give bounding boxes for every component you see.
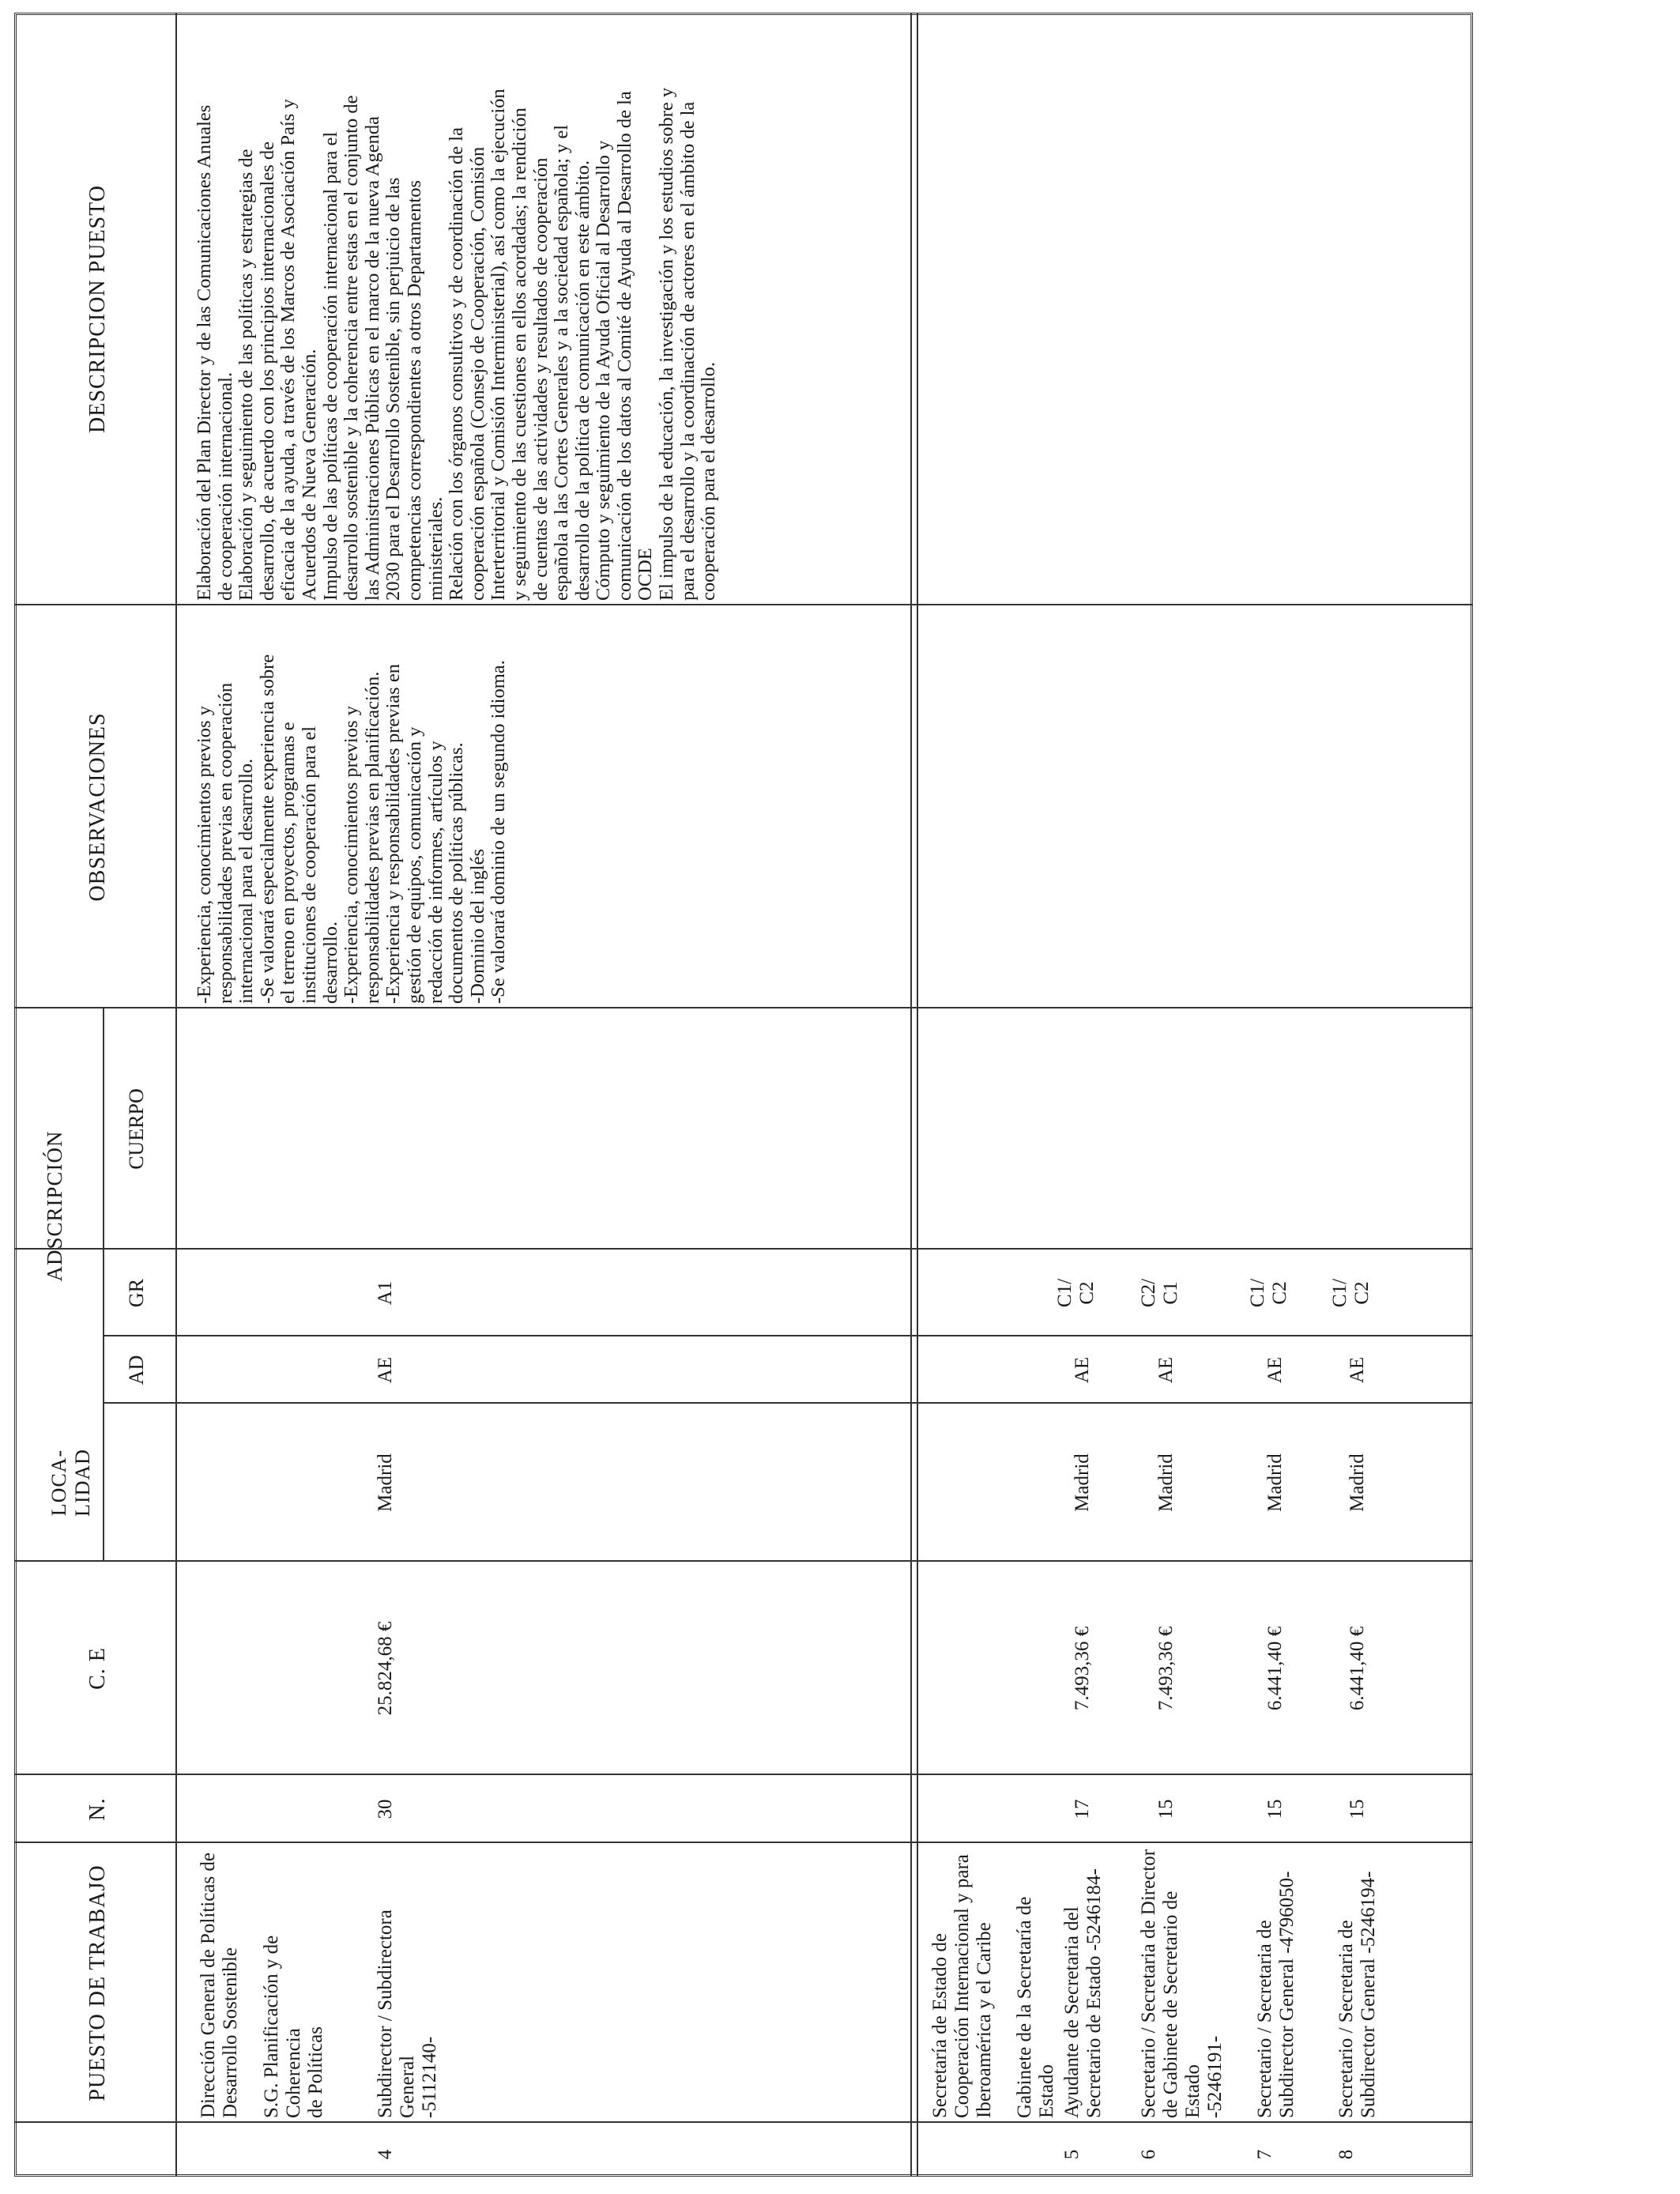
header-ad: AD xyxy=(125,1355,148,1385)
col-line-n xyxy=(14,1842,1473,1843)
col-line-obs xyxy=(14,1007,1473,1008)
row-nivel: 30 xyxy=(375,1799,396,1819)
row-descripcion: Elaboración del Plan Director y de las Comunicaciones Anuales de cooperación internacional. Elaboración y seguimiento de las políticas y estrategias de desarrollo, de acuerdo con los principios internacionales de eficacia de la ayuda, a través de los Marcos de Asociación País y Acuerdos de Nueva Generación. Impulso de las políticas de cooperación internacional para el desarrollo sostenible y la coherencia entre estas en el conjunto de las Administraciones Públicas en el marco de la nueva Agenda 2030 para el Desarrollo Sostenible, sin perjuicio de las competencias correspondientes a otros Departamentos ministeriales. Relación con los órganos consultivos y de coordinación de la cooperación española (Consejo de Cooperación, Comisión Interterritorial y Comisión Interministerial), así como la ejecución y seguimiento de las cuestiones en ellos acordadas; la rendición de cuentas de las actividades y resultados de cooperación española a las Cortes Generales y a la sociedad española; y el desarrollo de la política de comunicación en este ámbito. Cómputo y seguimiento de la Ayuda Oficial al Desarrollo y comunicación de los datos al Comité de Ayuda al Desarrollo de la OCDE El impulso de la educación, la investigación y los estudios sobre y para el desarrollo y la coordinación de actores en el ámbito de la cooperación para el desarrollo. xyxy=(194,87,720,601)
header-cuerpo: CUERPO xyxy=(125,1088,148,1170)
row-number: 8 xyxy=(1335,2149,1357,2160)
row-gr: C1/ C2 xyxy=(1054,1278,1098,1308)
row-gr: C2/ C1 xyxy=(1138,1278,1181,1308)
col-line-ce xyxy=(14,1774,1473,1775)
header-bottom-rule xyxy=(175,13,177,2177)
row-ad: AE xyxy=(1347,1356,1368,1384)
row-ce: 7.493,36 € xyxy=(1155,1626,1177,1711)
header-adscripcion: ADSCRIPCIÓN xyxy=(43,1130,66,1282)
row-gr: A1 xyxy=(375,1280,396,1306)
row-localidad: Madrid xyxy=(1264,1453,1286,1512)
row-puesto: Subdirector / Subdirectora General -5112140- xyxy=(375,1909,440,2118)
col-line-loc xyxy=(14,1560,1473,1562)
row-number: 7 xyxy=(1254,2149,1275,2160)
col-line-num xyxy=(14,2121,1473,2123)
header-descripcion: DESCRIPCION PUESTO xyxy=(85,185,110,433)
row-ce: 6.441,40 € xyxy=(1264,1626,1286,1711)
unit-direccion-general: Dirección General de Políticas de Desarrollo Sostenible xyxy=(198,1853,241,2118)
adscripcion-subheader-rule xyxy=(103,1008,104,1562)
row-localidad: Madrid xyxy=(1155,1453,1177,1512)
unit-subdireccion: S.G. Planificación y de Coherencia de Políticas xyxy=(261,1935,326,2118)
row-puesto: Ayudante de Secretaria del Secretario de Estado -5246184- xyxy=(1061,1868,1105,2118)
row-nivel: 17 xyxy=(1072,1799,1093,1819)
row-ce: 6.441,40 € xyxy=(1347,1626,1368,1711)
row-number: 5 xyxy=(1061,2149,1083,2160)
row-nivel: 15 xyxy=(1264,1799,1286,1819)
row-localidad: Madrid xyxy=(1072,1453,1093,1512)
row-gr: C1/ C2 xyxy=(1329,1278,1373,1308)
row-ce: 25.824,68 € xyxy=(375,1621,396,1716)
row-puesto: Secretario / Secretaria de Subdirector General -5246194- xyxy=(1335,1871,1379,2118)
row-number: 4 xyxy=(375,2149,396,2160)
row-localidad: Madrid xyxy=(1347,1453,1368,1512)
unit-secretaria-estado: Secretaría de Estado de Cooperación Internacional y para Iberoamérica y el Caribe xyxy=(929,1854,995,2118)
header-localidad: LOCA- LIDAD xyxy=(47,1449,94,1517)
row-ce: 7.493,36 € xyxy=(1072,1626,1093,1711)
header-ce: C. E xyxy=(85,1647,110,1690)
col-line-desc xyxy=(14,604,1473,605)
row-nivel: 15 xyxy=(1347,1799,1368,1819)
header-observaciones: OBSERVACIONES xyxy=(85,712,110,902)
row-ad: AE xyxy=(375,1356,396,1384)
row-ad: AE xyxy=(1072,1356,1093,1384)
header-gr: GR xyxy=(125,1278,148,1308)
unit-gabinete: Gabinete de la Secretaría de Estado xyxy=(1014,1896,1057,2118)
section-divider xyxy=(910,13,912,2177)
header-nivel: N. xyxy=(85,1797,110,1821)
row-ad: AE xyxy=(1264,1356,1286,1384)
row-number: 6 xyxy=(1138,2149,1159,2160)
row-ad: AE xyxy=(1155,1356,1177,1384)
row-puesto: Secretario / Secretaria de Subdirector General -4796050- xyxy=(1254,1871,1298,2118)
row-localidad: Madrid xyxy=(375,1453,396,1512)
row-observaciones: -Experiencia, conocimientos previos y responsabilidades previas en cooperación internacional para el desarrollo. -Se valorará especialmente experiencia sobre el terreno en proyectos, programas e instituciones de cooperación para el desarrollo. -Experiencia, conocimientos previos y responsabilidades previas en planificación. -Experiencia y responsabilidades previas en gestión de equipos, comunicación y redacción de informes, artículos y documentos de políticas públicas. -Dominio del inglés -Se valorará dominio de un segundo idioma. xyxy=(194,654,510,1004)
row-puesto: Secretario / Secretaria de Director de Gabinete de Secretario de Estado -5246191- xyxy=(1138,1849,1226,2118)
row-nivel: 15 xyxy=(1155,1799,1177,1819)
row-gr: C1/ C2 xyxy=(1247,1278,1290,1308)
header-puesto: PUESTO DE TRABAJO xyxy=(85,1864,110,2102)
section-divider-2 xyxy=(917,13,918,2177)
